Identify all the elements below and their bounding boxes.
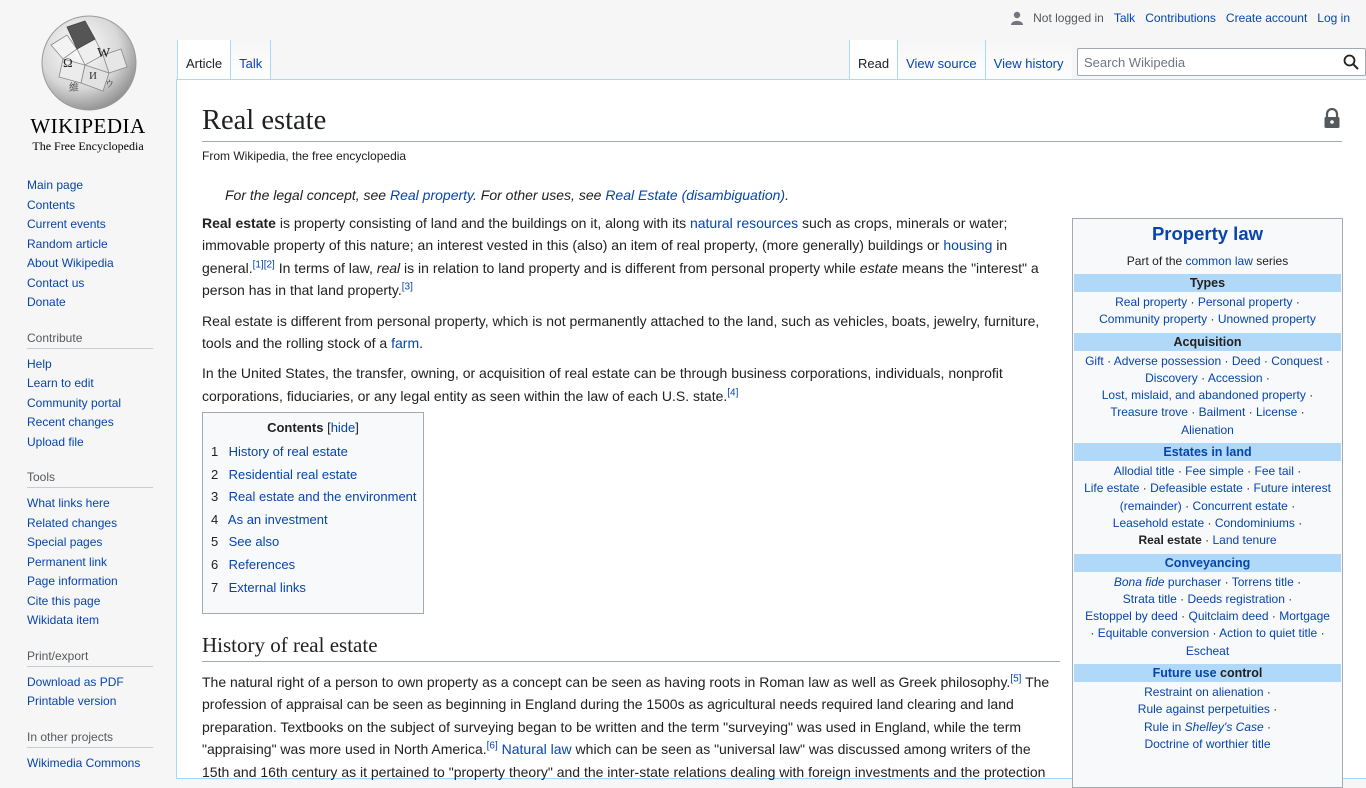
wikipedia-tagline: The Free Encyclopedia <box>32 139 144 153</box>
text: such as crops, minerals or water; immovable property of this nature; an interest vested in this (also) an item of real property, (more generally) buildings or <box>202 215 1008 254</box>
toc-link[interactable]: External links <box>228 579 306 595</box>
sidebar-item-cite-this-page <box>27 592 153 612</box>
sidebar-item-page-information <box>27 572 153 592</box>
about-wikipedia-link[interactable]: About Wikipedia <box>27 256 114 270</box>
tab-article[interactable]: Article <box>177 40 230 80</box>
italic-term: Shelley's Case <box>1184 719 1264 734</box>
infobox-link[interactable]: Quitclaim deed <box>1188 609 1269 624</box>
real-property-link[interactable]: Real property <box>390 187 474 203</box>
not-logged-in-label: Not logged in <box>1033 11 1104 25</box>
svg-text:ウ: ウ <box>105 80 115 90</box>
toc-number: 6 <box>211 556 219 572</box>
infobox-link[interactable]: Fee simple <box>1185 464 1244 479</box>
infobox-heading-future-use <box>1074 664 1341 682</box>
infobox-link[interactable] <box>1144 720 1264 734</box>
history-paragraph <box>202 671 1060 783</box>
sidebar-item-what-links-here <box>27 494 153 514</box>
special-pages-link[interactable]: Special pages <box>27 535 103 549</box>
infobox-link[interactable]: Treasure trove <box>1110 405 1188 420</box>
search-box <box>1077 48 1366 76</box>
contents-link[interactable]: Contents <box>27 197 76 212</box>
sidebar-item-community-portal <box>27 394 153 414</box>
text: in general. <box>202 237 1008 276</box>
tab-view-history[interactable]: View history <box>985 40 1072 80</box>
text: series <box>1252 254 1289 268</box>
current-events-link[interactable]: Current events <box>27 217 106 231</box>
infobox-link[interactable]: Strata title <box>1122 591 1177 606</box>
lead-paragraph-1 <box>202 212 1060 302</box>
italic-term: real <box>376 259 401 276</box>
sidebar-item-printable-version <box>27 692 153 712</box>
wikipedia-globe-icon <box>37 15 141 111</box>
reference-link[interactable]: [1] <box>252 259 264 271</box>
text: Rule in <box>1143 719 1185 734</box>
contribute-portal <box>27 331 153 453</box>
infobox-link[interactable]: Escheat <box>1185 643 1230 658</box>
site-subtitle: From Wikipedia, the free encyclopedia <box>202 149 407 163</box>
sidebar-item-permanent-link <box>27 553 153 573</box>
italic-term: Bona fide <box>1113 574 1165 589</box>
create-account-link[interactable]: Create account <box>1225 11 1308 25</box>
wikimedia-commons-link[interactable]: Wikimedia Commons <box>27 755 141 770</box>
cite-this-page-link[interactable]: Cite this page <box>27 593 101 608</box>
infobox-link[interactable]: Alienation <box>1181 422 1234 437</box>
contact-us-link[interactable]: Contact us <box>27 275 85 290</box>
history-section <box>202 671 1060 783</box>
article-lead <box>202 212 1060 415</box>
infobox-link[interactable] <box>1114 575 1221 589</box>
toc-link[interactable]: Real estate and the environment <box>228 489 417 505</box>
toc-number: 7 <box>211 579 219 595</box>
tools-heading: Tools <box>27 470 153 488</box>
infobox-link[interactable]: Deeds registration <box>1187 591 1285 606</box>
infobox-subtitle <box>1073 254 1342 268</box>
toc-item[interactable] <box>211 577 416 600</box>
lock-icon[interactable] <box>1324 108 1340 133</box>
infobox-link[interactable]: Equitable conversion <box>1097 626 1210 641</box>
svg-text:維: 維 <box>69 83 79 94</box>
sidebar-item-wikimedia-commons <box>27 754 153 774</box>
personal-tools <box>1011 11 1350 25</box>
infobox-list-conveyancing: Bona fide purchaser · Torrens title · Strata title · Deeds registration · Estoppel by deed · Quitclaim deed · Mortgage · Equitable conversion · Action to quiet title · Escheat <box>1085 574 1330 658</box>
toc-item[interactable] <box>211 554 416 577</box>
infobox-link[interactable]: Rule against perpetuities <box>1137 702 1270 717</box>
tab-view-source[interactable]: View source <box>897 40 985 80</box>
infobox-link[interactable]: Bailment <box>1198 405 1246 420</box>
infobox-link[interactable]: Real property <box>1115 295 1188 309</box>
infobox-link[interactable]: Estoppel by deed <box>1085 609 1178 624</box>
sidebar-item-special-pages <box>27 533 153 553</box>
sidebar <box>0 176 176 787</box>
toc-link[interactable]: History of real estate <box>228 444 348 459</box>
hatnote-text: . <box>785 187 789 203</box>
community-portal-link[interactable]: Community portal <box>27 395 122 410</box>
print-portal <box>27 649 153 712</box>
text: Part of the <box>1126 254 1186 268</box>
infobox-link[interactable]: Future interest (remainder) <box>1119 481 1331 513</box>
infobox-link[interactable]: Fee tail <box>1254 464 1294 479</box>
sidebar-item-contents <box>27 196 153 216</box>
tab-read[interactable]: Read <box>849 40 897 80</box>
toc-number: 1 <box>211 444 219 459</box>
infobox-link[interactable]: Land tenure <box>1212 533 1277 548</box>
italic-term: estate <box>859 259 898 276</box>
text: control <box>1216 666 1263 681</box>
future-use-link[interactable]: Future use <box>1152 666 1217 681</box>
infobox-list-types: Real property · Personal property · Community property · Unowned property <box>1099 295 1316 327</box>
infobox-link[interactable]: Deed <box>1231 353 1261 368</box>
text: Real estate is different from personal property, which is not permanently attached to the land, such as vehicles, boats, jewelry, furniture, tools and the rolling stock of a <box>202 312 1040 352</box>
infobox-link[interactable]: Adverse possession <box>1113 353 1222 368</box>
sidebar-item-about <box>27 254 153 274</box>
toc-number: 5 <box>211 534 219 550</box>
hatnote-text: For the legal concept, see <box>225 187 390 203</box>
toc-link[interactable]: References <box>228 556 296 572</box>
log-in-link[interactable]: Log in <box>1317 11 1350 25</box>
reference-link[interactable]: [3] <box>401 281 413 293</box>
text: The natural right of a person to own property as a concept can be seen as having roots in Roman law as well as Greek philosophy. <box>202 674 1011 690</box>
toc-link[interactable]: Residential real estate <box>228 466 358 482</box>
property-law-sidebar <box>1072 218 1343 788</box>
infobox-heading-acquisition: Acquisition <box>1074 333 1341 351</box>
printable-version-link[interactable]: Printable version <box>27 694 117 708</box>
contributions-link[interactable]: Contributions <box>1145 11 1216 25</box>
help-link[interactable]: Help <box>27 356 52 371</box>
estates-in-land-link[interactable]: Estates in land <box>1163 445 1252 460</box>
related-changes-link[interactable]: Related changes <box>27 515 118 530</box>
download-pdf-link[interactable]: Download as PDF <box>27 674 124 689</box>
infobox-list-acquisition: Gift · Adverse possession · Deed · Conquest · Discovery · Accession · Lost, mislaid, and abandoned property · Treasure trove · Bailment · License · Alienation <box>1085 353 1330 437</box>
reference-link[interactable]: [2] <box>263 259 275 271</box>
infobox-link[interactable]: Restraint on alienation <box>1144 685 1264 700</box>
text: is in relation to land property and is different from personal property while <box>400 259 860 276</box>
hatnote-text: . For other uses, see <box>473 187 606 203</box>
toc-item[interactable] <box>211 531 416 554</box>
sidebar-item-help <box>27 355 153 375</box>
reference-link[interactable]: [6] <box>486 740 498 752</box>
search-input[interactable] <box>1078 49 1318 75</box>
infobox-link[interactable]: Concurrent estate <box>1192 498 1288 513</box>
tab-talk[interactable]: Talk <box>230 40 271 80</box>
conveyancing-link[interactable]: Conveyancing <box>1164 555 1251 570</box>
upload-file-link[interactable]: Upload file <box>27 434 84 449</box>
reference-link[interactable]: [4] <box>727 387 739 399</box>
recent-changes-link[interactable]: Recent changes <box>27 415 114 429</box>
toc-item[interactable] <box>211 464 416 487</box>
bold-term: Real estate <box>202 215 276 231</box>
talk-link[interactable]: Talk <box>1113 11 1136 25</box>
toc-link[interactable]: As an investment <box>227 511 328 527</box>
user-icon <box>1011 11 1023 25</box>
text: The profession of appraisal can be seen as beginning in England during the 1500s as agricultural needs required land clearing and land preparation. Textbooks on the subject of surveying began to be written and the term "surveying" was used in England, while the term "appraising" was more used in North America. <box>202 674 1050 758</box>
random-article-link[interactable]: Random article <box>27 236 108 251</box>
infobox-link[interactable]: Accession <box>1207 370 1263 385</box>
infobox-link[interactable]: Unowned property <box>1217 312 1316 327</box>
infobox-list-future-use: Restraint on alienation · Rule against perpetuities · Rule in Shelley's Case · Doctrine of worthier title <box>1137 685 1278 751</box>
toc-item[interactable] <box>211 509 416 532</box>
toc-number: 4 <box>211 511 219 527</box>
other-projects-heading: In other projects <box>27 730 153 748</box>
table-of-contents <box>202 412 424 614</box>
donate-link[interactable]: Donate <box>27 295 66 309</box>
search-icon[interactable] <box>1343 54 1359 70</box>
sidebar-item-donate <box>27 293 153 313</box>
lead-paragraph-3 <box>202 362 1060 407</box>
svg-text:W: W <box>97 46 111 61</box>
navigation-portal <box>27 176 153 313</box>
print-export-heading: Print/export <box>27 649 153 667</box>
common-law-link[interactable]: common law <box>1185 254 1253 268</box>
sidebar-item-upload-file <box>27 433 153 453</box>
svg-text:Ω: Ω <box>63 55 73 70</box>
tools-portal <box>27 470 153 631</box>
contribute-heading: Contribute <box>27 331 153 349</box>
text: means the "interest" a person has in that land property. <box>202 259 1039 299</box>
toc-number: 3 <box>211 489 219 505</box>
lead-paragraph-2 <box>202 310 1060 355</box>
permanent-link-link[interactable]: Permanent link <box>27 554 108 569</box>
sidebar-item-current-events <box>27 215 153 235</box>
housing-link[interactable]: housing <box>943 237 993 254</box>
sidebar-item-learn-to-edit <box>27 374 153 394</box>
infobox-link[interactable]: Defeasible estate <box>1150 481 1243 496</box>
infobox-list-estates: Allodial title · Fee simple · Fee tail · Life estate · Defeasible estate · Future interest (remainder) · Concurrent estate · Leasehold estate · Condominiums · Real estate · Land tenure <box>1084 464 1331 548</box>
reference-link[interactable]: [5] <box>1010 673 1022 685</box>
sidebar-item-main-page <box>27 176 153 196</box>
infobox-link[interactable]: Lost, mislaid, and abandoned property <box>1101 388 1306 403</box>
sidebar-item-contact <box>27 274 153 294</box>
namespace-tabs <box>177 40 271 80</box>
wikipedia-logo[interactable] <box>0 0 176 160</box>
infobox-link[interactable]: Community property <box>1099 312 1208 327</box>
natural-resources-link[interactable]: natural resources <box>689 215 799 231</box>
learn-to-edit-link[interactable]: Learn to edit <box>27 376 94 390</box>
infobox-title-link[interactable]: Property law <box>1151 223 1264 244</box>
text: is property consisting of land and the buildings on it, along with its <box>275 215 690 231</box>
text: purchaser <box>1164 574 1222 589</box>
sidebar-item-recent-changes <box>27 413 153 433</box>
section-heading-history: History of real estate <box>202 633 1060 662</box>
hatnote <box>225 187 789 203</box>
page-title: Real estate <box>202 102 1342 142</box>
main-page-link[interactable]: Main page <box>27 178 84 192</box>
text: In terms of law, <box>274 259 377 276</box>
farm-link[interactable]: farm <box>391 335 420 352</box>
infobox-heading-conveyancing <box>1074 554 1341 572</box>
infobox-link[interactable]: Discovery <box>1145 370 1198 385</box>
sidebar-item-random-article <box>27 235 153 255</box>
what-links-here-link[interactable]: What links here <box>27 496 110 510</box>
disambiguation-link[interactable]: Real Estate (disambiguation) <box>605 187 786 203</box>
text: In the United States, the transfer, owning, or acquisition of real estate can be through business corporations, individuals, nonprofit corporations, fiduciaries, or any legal entity as seen within the law of each U.S. state. <box>202 365 1003 404</box>
infobox-heading-estates <box>1074 443 1341 461</box>
wikipedia-wordmark: WIKIPEDIA <box>30 114 146 138</box>
page-information-link[interactable]: Page information <box>27 574 118 588</box>
toc-item[interactable] <box>211 441 416 464</box>
infobox-link[interactable]: License <box>1255 405 1298 420</box>
projects-portal <box>27 730 153 774</box>
infobox-link[interactable]: Life estate <box>1084 481 1140 496</box>
sidebar-item-related-changes <box>27 514 153 534</box>
svg-text:И: И <box>89 70 97 82</box>
main-content <box>176 79 1366 779</box>
infobox-heading-types: Types <box>1074 274 1341 292</box>
natural-law-link[interactable]: Natural law <box>501 741 572 758</box>
infobox-link[interactable]: Gift <box>1085 353 1104 368</box>
infobox-link[interactable]: Allodial title <box>1113 464 1175 479</box>
sidebar-item-wikidata-item <box>27 611 153 631</box>
toc-number: 2 <box>211 466 219 482</box>
infobox-link[interactable]: Torrens title <box>1231 574 1294 589</box>
text: . <box>419 335 423 352</box>
infobox-link[interactable]: Personal property <box>1197 295 1293 309</box>
infobox-link[interactable]: Doctrine of worthier title <box>1144 736 1271 751</box>
infobox-link[interactable]: Mortgage <box>1279 609 1330 624</box>
view-tabs <box>849 40 1072 80</box>
text: which can be seen as "universal law" was discussed among writers of the 15th and 16th century as it pertained to "property theory" and the inter-state relations dealing with foreign investments and the protection <box>202 741 1046 780</box>
infobox-link[interactable]: Action to quiet title <box>1219 626 1318 641</box>
toc-link[interactable]: See also <box>228 534 280 550</box>
toc-item[interactable] <box>211 486 416 509</box>
wikidata-item-link[interactable]: Wikidata item <box>27 613 100 627</box>
infobox-link[interactable]: Leasehold estate <box>1112 515 1205 530</box>
infobox-link[interactable]: Conquest <box>1271 353 1323 368</box>
current-article-label: Real estate <box>1138 533 1202 548</box>
toc-heading: Contents <box>267 420 324 435</box>
sidebar-item-download-pdf <box>27 673 153 693</box>
toc-title: Contents [hide] <box>267 420 359 435</box>
toc-hide-toggle[interactable]: hide <box>330 420 356 435</box>
infobox-link[interactable]: Condominiums <box>1214 515 1295 530</box>
